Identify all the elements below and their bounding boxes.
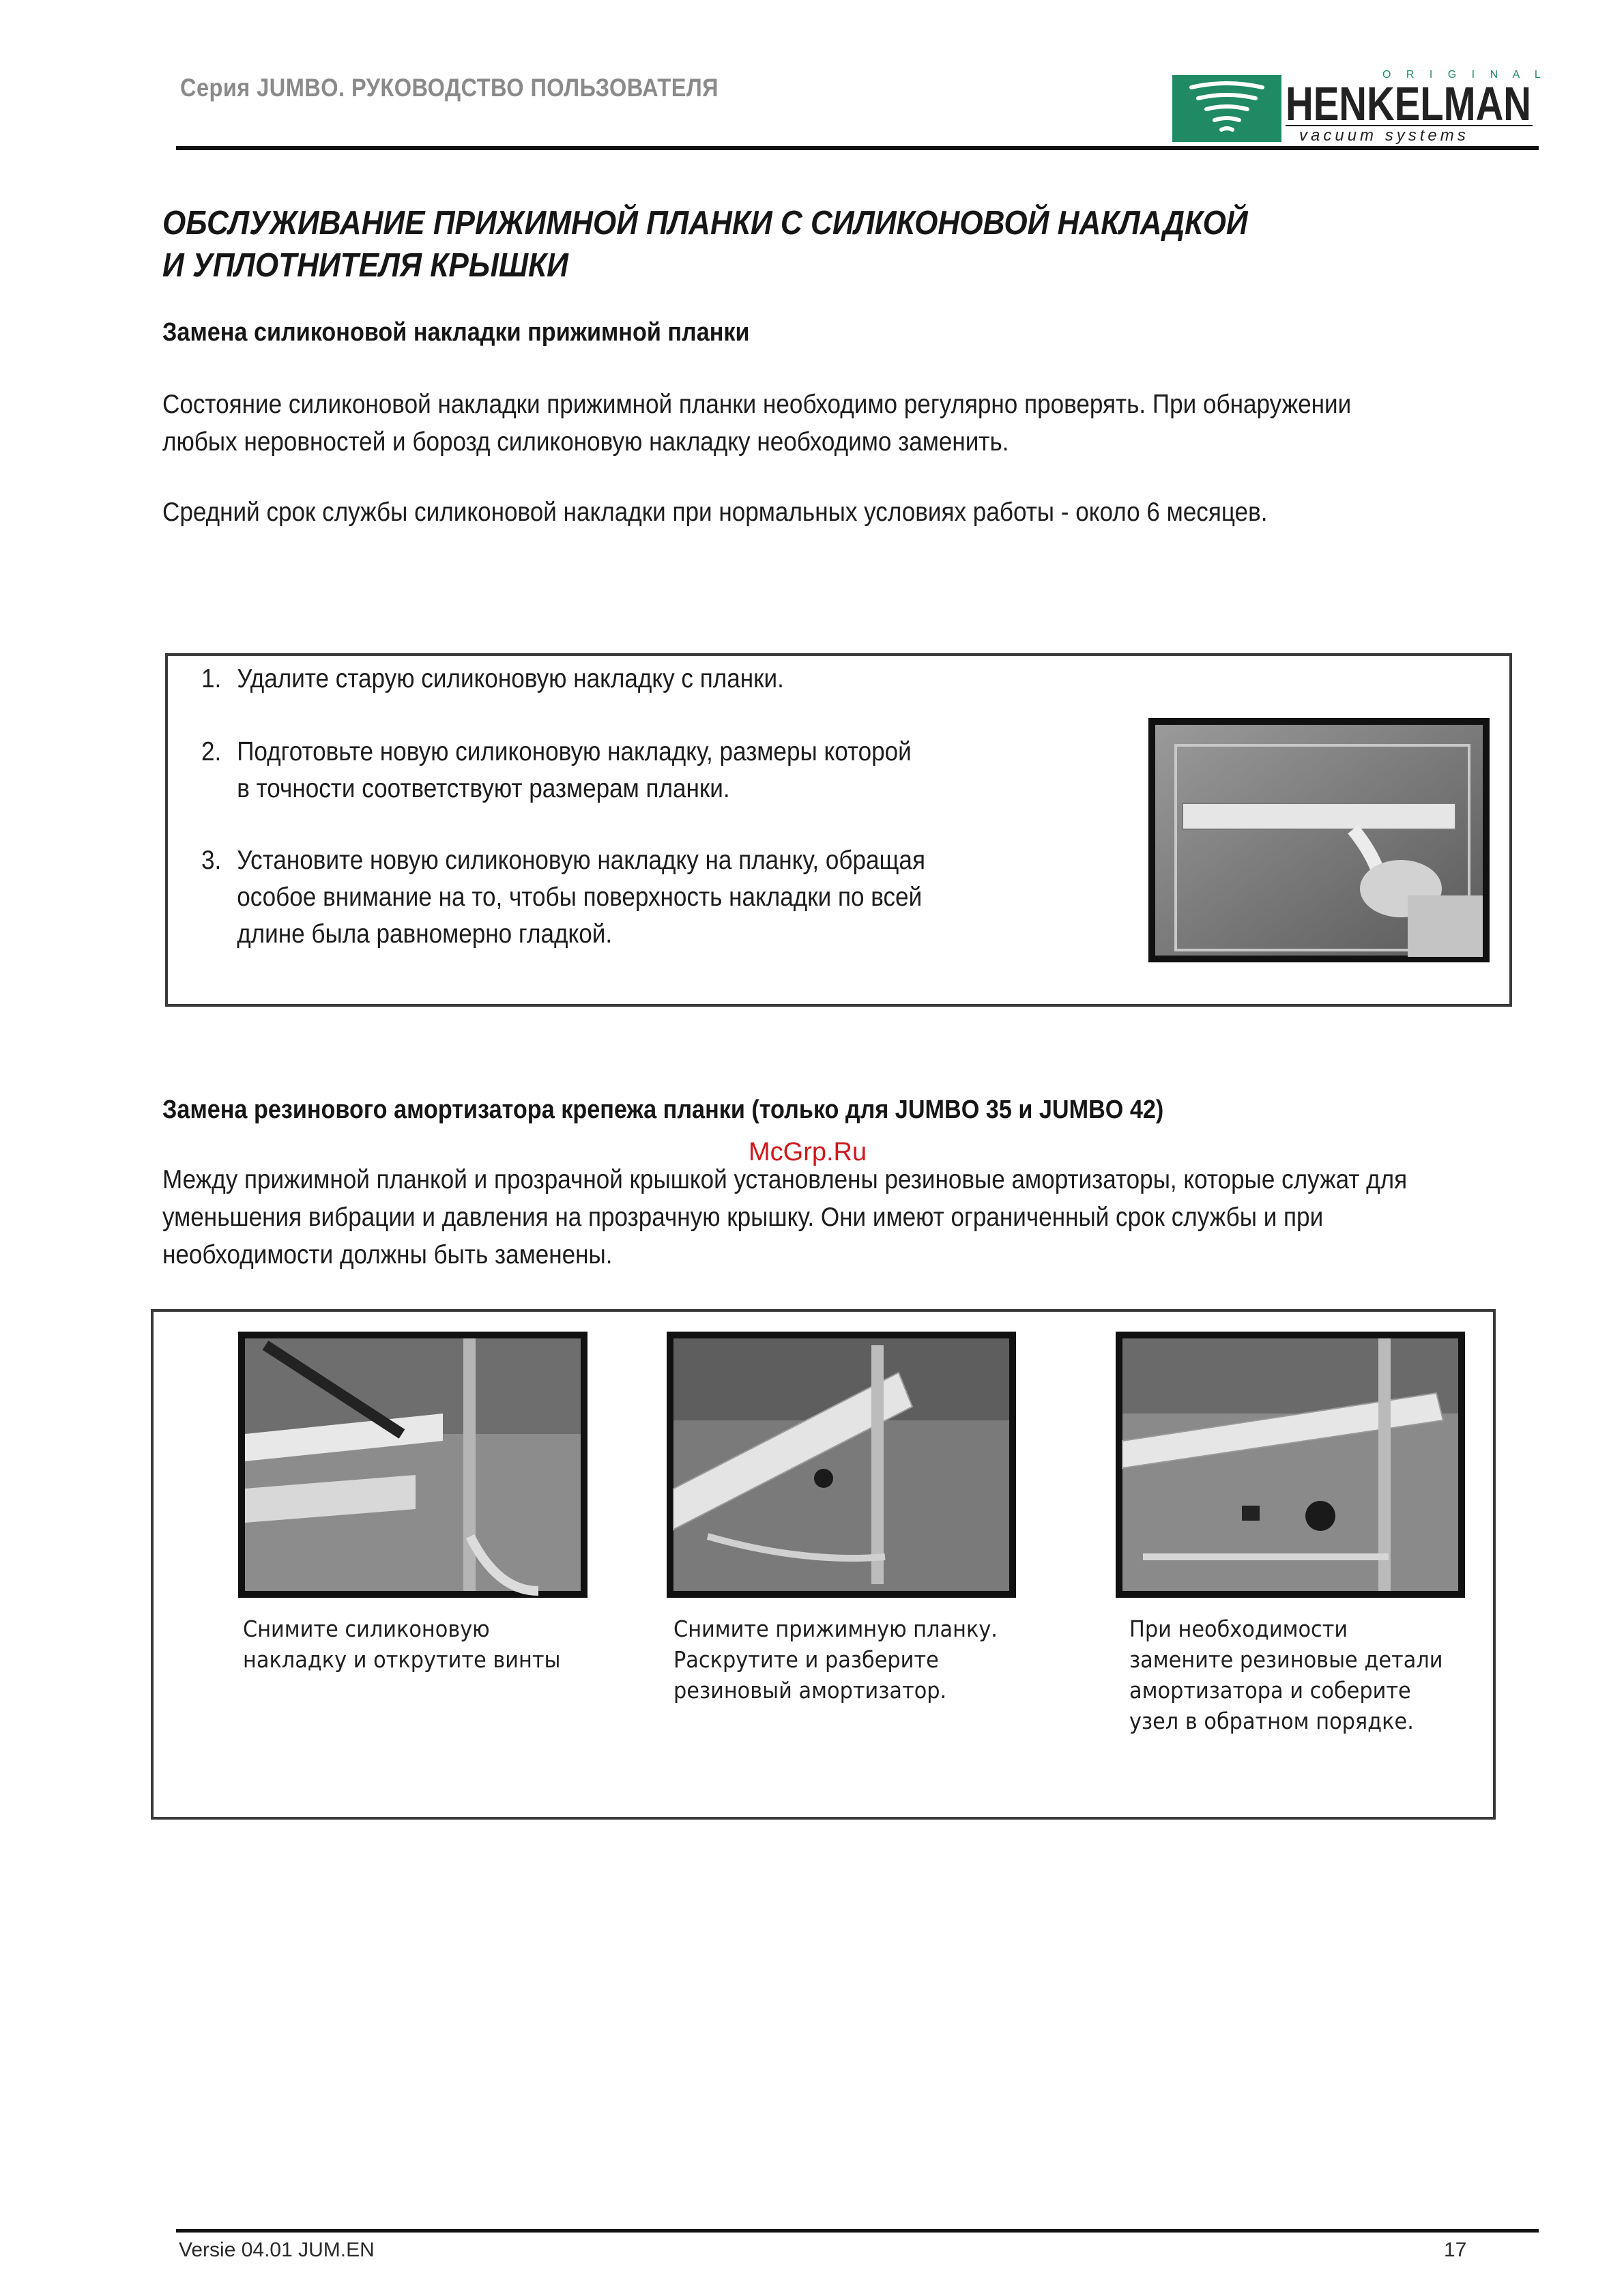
- header-divider: [176, 146, 1539, 150]
- paragraph-line: Между прижимной планкой и прозрачной крышкой установлены резиновые амортизаторы, которые служат для: [162, 1165, 1408, 1194]
- caption-line: накладку и открутите винты: [243, 1646, 561, 1673]
- logo-top-text: O R I G I N A L: [1382, 69, 1547, 81]
- caption-line: замените резиновые детали: [1129, 1646, 1443, 1673]
- page-number: 17: [1444, 2239, 1467, 2261]
- step-number: 2.: [201, 737, 222, 766]
- paragraph-service-life: Средний срок службы силиконовой накладки при нормальных условиях работы - около 6 месяцев.: [162, 498, 1268, 527]
- caption-step-3: [1129, 1613, 1442, 1736]
- photo-replace-damper: [1116, 1332, 1465, 1598]
- step-line: Подготовьте новую силиконовую накладку, размеры которой: [237, 737, 912, 766]
- paragraph-line: необходимости должны быть заменены.: [162, 1240, 613, 1269]
- step-line: особое внимание на то, чтобы поверхность накладки по всей: [237, 882, 923, 912]
- section-title-line-2: И УПЛОТНИТЕЛЯ КРЫШКИ: [162, 247, 568, 284]
- section-title: [162, 202, 1248, 287]
- footer-divider: [176, 2229, 1539, 2233]
- subheading-silicone-replacement: Замена силиконовой накладки прижимной планки: [162, 318, 750, 347]
- caption-line: резиновый амортизатор.: [673, 1677, 947, 1704]
- caption-line: Снимите прижимную планку.: [673, 1616, 998, 1642]
- caption-line: узел в обратном порядке.: [1129, 1708, 1414, 1734]
- caption-line: При необходимости: [1129, 1616, 1348, 1642]
- header-series-title: Серия JUMBO. РУКОВОДСТВО ПОЛЬЗОВАТЕЛЯ: [180, 74, 719, 102]
- step-line: в точности соответствуют размерам планки.: [237, 774, 730, 803]
- photo-silicone-installation: [1148, 718, 1490, 962]
- paragraph-dampers: [162, 1161, 1407, 1274]
- step-text: [237, 734, 912, 807]
- caption-step-2: [673, 1613, 998, 1706]
- caption-line: Раскрутите и разберите: [673, 1646, 939, 1673]
- subheading-rubber-damper: Замена резинового амортизатора крепежа планки (только для JUMBO 35 и JUMBO 42): [162, 1095, 1164, 1124]
- paragraph-inspection: [162, 386, 1351, 461]
- step-number: 3.: [201, 846, 222, 875]
- logo-brand-text: HENKELMAN: [1286, 77, 1531, 130]
- watermark-text: McGrp.Ru: [749, 1138, 867, 1166]
- logo-tagline: vacuum systems: [1299, 126, 1469, 145]
- henkelman-logo: [1171, 67, 1547, 149]
- section-title-line-1: ОБСЛУЖИВАНИЕ ПРИЖИМНОЙ ПЛАНКИ С СИЛИКОНОВОЙ НАКЛАДКОЙ: [162, 205, 1248, 242]
- paragraph-line: Состояние силиконовой накладки прижимной планки необходимо регулярно проверять. При обнаружении: [162, 390, 1352, 419]
- caption-step-1: [243, 1613, 561, 1675]
- paragraph-line: уменьшения вибрации и давления на прозрачную крышку. Они имеют ограниченный срок службы и при: [162, 1203, 1324, 1232]
- caption-line: Снимите силиконовую: [243, 1616, 490, 1642]
- step-number: 1.: [201, 664, 222, 693]
- paragraph-line: любых неровностей и борозд силиконовую накладку необходимо заменить.: [162, 427, 1009, 457]
- step-line: Установите новую силиконовую накладку на планку, обращая: [237, 846, 925, 875]
- footer-version: Versie 04.01 JUM.EN: [179, 2239, 375, 2261]
- step-line: длине была равномерно гладкой.: [237, 919, 613, 949]
- step-text: [237, 661, 784, 698]
- logo-graphic: [1171, 67, 1547, 149]
- photo-remove-bar: [667, 1332, 1016, 1598]
- step-text: [237, 842, 925, 953]
- photo-remove-screws: [238, 1332, 588, 1598]
- step-line: Удалите старую силиконовую накладку с планки.: [237, 664, 784, 693]
- caption-line: амортизатора и соберите: [1129, 1677, 1411, 1704]
